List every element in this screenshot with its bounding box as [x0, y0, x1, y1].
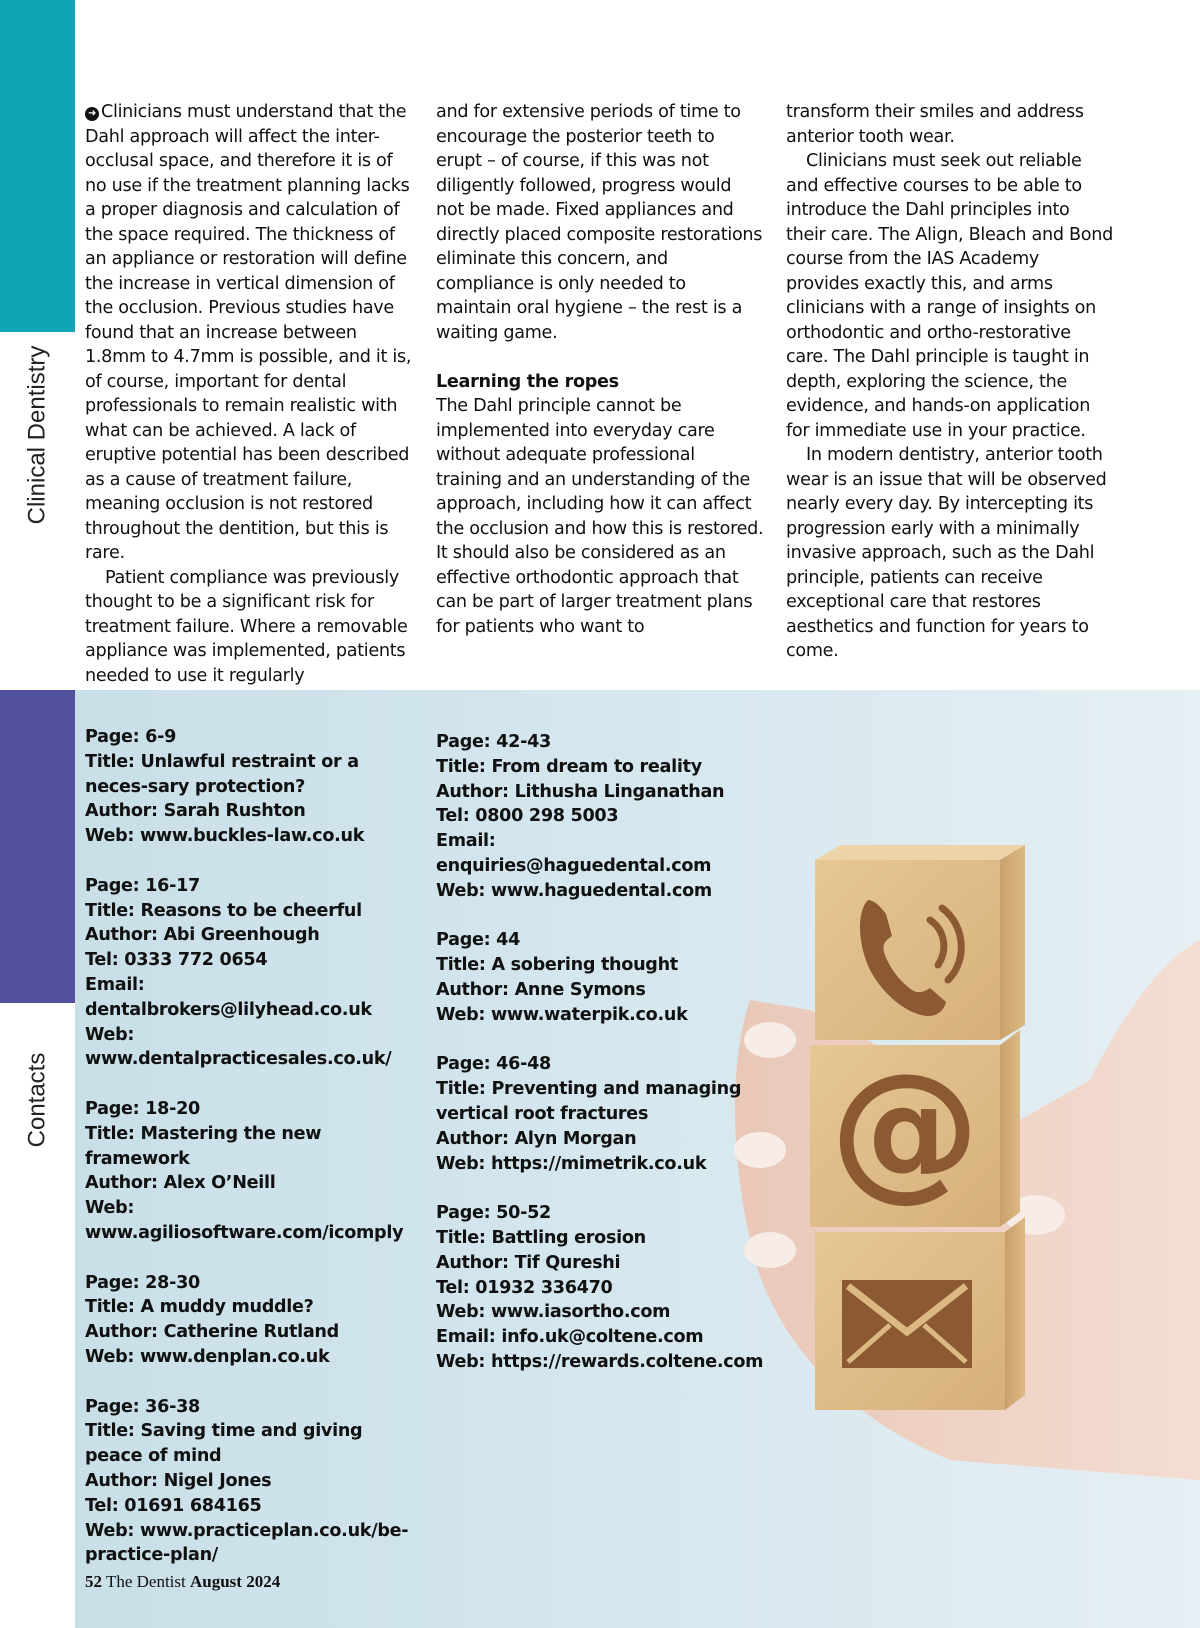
contact-entry: [85, 1395, 415, 1569]
entry-web-link[interactable]: Web: https://mimetrik.co.uk: [436, 1153, 707, 1174]
entry-page: Page: 36-38: [85, 1396, 200, 1417]
entry-author: Author: Tif Qureshi: [436, 1252, 621, 1273]
continued-arrow-icon: ➜: [85, 107, 99, 121]
envelope-icon: [842, 1280, 972, 1368]
issue-date: August 2024: [190, 1572, 281, 1591]
entry-tel: Tel: 01932 336470: [436, 1277, 613, 1298]
article-column-1: [85, 100, 413, 688]
contact-entry: [85, 874, 415, 1072]
entry-web-link[interactable]: Web: www.denplan.co.uk: [85, 1346, 330, 1367]
entry-web-link[interactable]: Web: https://rewards.coltene.com: [436, 1351, 764, 1372]
entry-title: Title: Mastering the new framework: [85, 1123, 322, 1169]
contact-entry: [436, 928, 766, 1027]
entry-author: Author: Sarah Rushton: [85, 801, 306, 822]
entry-author: Author: Nigel Jones: [85, 1470, 272, 1491]
entry-tel: Tel: 0800 298 5003: [436, 806, 619, 827]
section-tab-clinical: [0, 0, 75, 332]
entry-author: Author: Lithusha Linganathan: [436, 781, 725, 802]
entry-web-link[interactable]: Web: www.dentalpracticesales.co.uk/: [85, 1024, 392, 1070]
phone-block: [815, 845, 1025, 1040]
entry-web-link[interactable]: Web: www.practiceplan.co.uk/be-practice-plan/: [85, 1520, 409, 1566]
entry-title: Title: Preventing and managing vertical root fractures: [436, 1079, 742, 1124]
article-column-2: [436, 100, 764, 639]
paragraph: Patient compliance was previously thought to be a significant risk for treatment failure. Where a removable appliance was implemented, patients needed to use it regularly: [85, 567, 408, 686]
entry-page: Page: 42-43: [436, 732, 551, 752]
entry-page: Page: 44: [436, 930, 521, 951]
entry-web-link[interactable]: Web: www.buckles-law.co.uk: [85, 826, 365, 847]
entry-web-link[interactable]: Web: www.iasortho.com: [436, 1302, 671, 1323]
entry-email-link[interactable]: Email: dentalbrokers@lilyhead.co.uk: [85, 974, 372, 1020]
page-footer: [85, 1572, 280, 1592]
entry-email-link[interactable]: Email: enquiries@haguedental.com: [436, 831, 712, 876]
paragraph: In modern dentistry, anterior tooth wear is an issue that will be observed nearly every day. By intercepting its progression early with a minimally invasive approach, such as the Dahl principle, patients can receive exceptional care that restores aesthetics and function for years to come.: [786, 445, 1107, 661]
contact-entry: [436, 730, 766, 904]
entry-author: Author: Abi Greenhough: [85, 925, 320, 946]
entry-web-link[interactable]: Web: www.haguedental.com: [436, 880, 712, 901]
magazine-name: The Dentist: [105, 1572, 186, 1591]
entry-title: Title: Saving time and giving peace of mind: [85, 1421, 363, 1467]
entry-page: Page: 28-30: [85, 1272, 200, 1293]
paragraph: Clinicians must seek out reliable and effective courses to be able to introduce the Dahl principles into their care. The Align, Bleach and Bond course from the IAS Academy provides exactly this, and arms clinicians with a range of insights on orthodontic and ortho-restorative care. The Dahl principle is taught in depth, exploring the science, the evidence, and hands-on application for immediate use in your practice.: [786, 151, 1113, 441]
paragraph: and for extensive periods of time to encourage the posterior teeth to erupt – of course, if this was not diligently followed, progress would not be made. Fixed appliances and directly placed composite restorations eliminate this concern, and compliance is only needed to maintain oral hygiene – the rest is a waiting game.: [436, 102, 763, 343]
entry-page: Page: 6-9: [85, 727, 177, 747]
entry-title: Title: A muddy muddle?: [85, 1297, 314, 1318]
section-tab-contacts: [0, 690, 75, 1003]
entry-tel: Tel: 01691 684165: [85, 1495, 262, 1516]
contact-entry: [85, 1097, 415, 1246]
subheading: Learning the ropes: [436, 371, 619, 392]
entry-page: Page: 16-17: [85, 875, 200, 896]
entry-email-link[interactable]: Email: info.uk@coltene.com: [436, 1327, 704, 1348]
entry-author: Author: Anne Symons: [436, 979, 646, 1000]
contacts-list-left: [85, 725, 415, 1593]
entry-title: Title: A sobering thought: [436, 955, 678, 976]
entry-page: Page: 46-48: [436, 1054, 551, 1075]
entry-author: Author: Catherine Rutland: [85, 1322, 339, 1343]
paragraph: The Dahl principle cannot be implemented into everyday care without adequate professional training and an understanding of the approach, including how it can affect the occlusion and how this is restored. It should also be considered as an effective orthodontic approach that can be part of larger treatment plans for patients who want to: [436, 396, 764, 637]
entry-page: Page: 18-20: [85, 1098, 200, 1119]
section-label-contacts: Contacts: [23, 1052, 51, 1148]
at-icon: @: [830, 1042, 980, 1216]
contact-entry: [85, 725, 415, 849]
entry-tel: Tel: 0333 772 0654: [85, 950, 268, 971]
paragraph: transform their smiles and address anterior tooth wear.: [786, 102, 1084, 147]
paragraph: ➜ Clinicians must understand that the Dahl approach will affect the inter-occlusal space, and therefore it is of no use if the treatment planning lacks a proper diagnosis and calculation of the space required. The thickness of an appliance or restoration will define the increase in vertical dimension of the occlusion. Previous studies have found that an increase between 1.8mm to 4.7mm is possible, and it is, of course, important for dental professionals to remain realistic with what can be achieved. A lack of eruptive potential has been described as a cause of treatment failure, meaning occlusion is not restored throughout the dentition, but this is rare.: [85, 102, 412, 563]
entry-web-link[interactable]: Web: www.waterpik.co.uk: [436, 1004, 688, 1025]
article-column-3: [786, 100, 1114, 664]
entry-web-link[interactable]: Web: www.agiliosoftware.com/icomply: [85, 1198, 404, 1243]
contact-entry: [85, 1271, 415, 1370]
contact-blocks-illustration: [690, 820, 1200, 1480]
mail-block: [815, 1217, 1025, 1410]
at-block: [810, 1030, 1020, 1227]
entry-title: Title: From dream to reality: [436, 756, 702, 777]
entry-author: Author: Alex O’Neill: [85, 1173, 276, 1194]
contact-entry: [436, 1201, 766, 1375]
entry-page: Page: 50-52: [436, 1203, 551, 1224]
section-label-clinical-dentistry: Clinical Dentistry: [23, 345, 51, 525]
contact-entry: [436, 1052, 766, 1176]
entry-title: Title: Battling erosion: [436, 1227, 646, 1248]
page-number: 52: [85, 1572, 102, 1591]
entry-title: Title: Reasons to be cheerful: [85, 900, 362, 921]
contacts-list-right: [436, 730, 766, 1400]
entry-author: Author: Alyn Morgan: [436, 1128, 637, 1149]
entry-title: Title: Unlawful restraint or a neces-sary protection?: [85, 751, 359, 797]
